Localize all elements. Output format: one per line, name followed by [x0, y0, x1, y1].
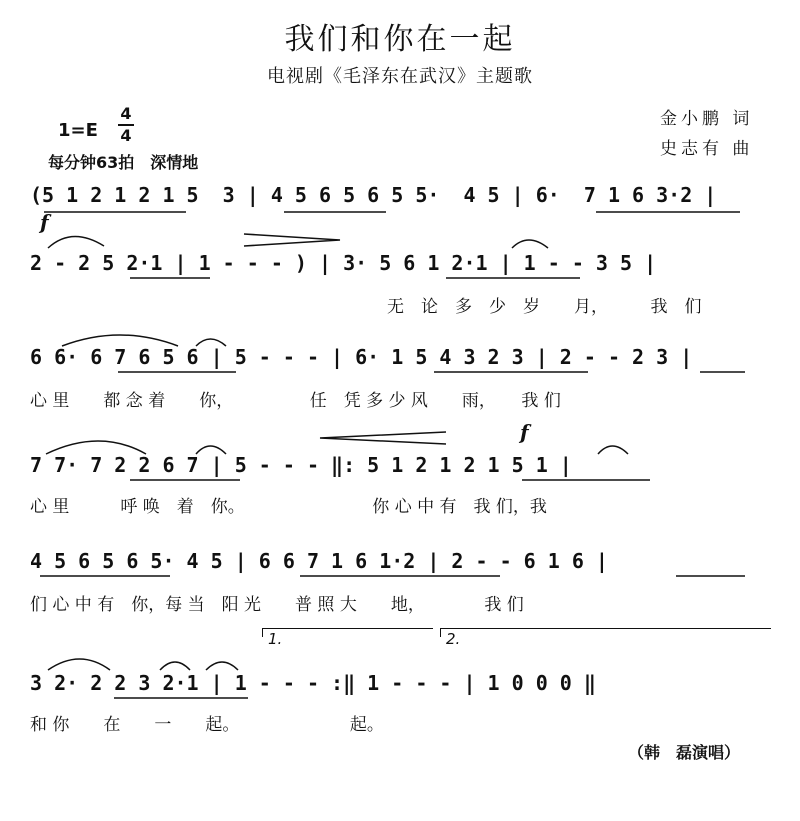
slur-mark — [46, 441, 146, 454]
notation-row-3: 6 6· 6 7 6 5 6 | 5 - - - | 6· 1 5 4 3 2 3 | 2 - - 2 3 | — [30, 345, 693, 369]
song-title: 我们和你在一起 — [284, 22, 516, 57]
dynamic-forte-2: f — [520, 420, 529, 444]
notation-row-2: 2 - 2 5 2·1 | 1 - - - ) | 3· 5 6 1 2·1 | 1 - - 3 5 | — [30, 251, 657, 275]
notation-row-6: 3 2· 2 2 3 2·1 | 1 - - - :‖ 1 - - - | 1 0 0 0 ‖ — [30, 671, 596, 695]
slur-mark — [206, 662, 238, 670]
notation-row-5: 4 5 6 5 6 5· 4 5 | 6 6 7 1 6 1·2 | 2 - - 6 1 6 | — [30, 549, 608, 573]
song-subtitle: 电视剧《毛泽东在武汉》主题歌 — [267, 66, 533, 87]
slur-mark — [160, 662, 190, 670]
performer-credit: （韩 磊演唱） — [628, 743, 741, 762]
lyricist-credit: 金小鹏 词 — [660, 109, 754, 129]
lyric-row-5: 们 心 中 有 你，每 当 阳 光 普 照 大 地， 我 们 — [30, 595, 524, 615]
notation-row-1: (5 1 2 1 2 1 5 3 | 4 5 6 5 6 5 5· 4 5 | 6· 7 1 6 3·2 | — [30, 183, 717, 207]
notation-row-4: 7 7· 7 2 2 6 7 | 5 - - - ‖: 5 1 2 1 2 1 5 1 | — [30, 453, 572, 477]
volta-ending-2: 2. — [446, 630, 461, 648]
lyric-row-4: 心 里 呼 唤 着 你。 你 心 中 有 我 们，我 — [30, 497, 547, 517]
composer-credit: 史志有 曲 — [660, 139, 754, 159]
lyric-row-2: 无 论 多 少 岁 月， 我 们 — [30, 297, 702, 317]
hairpin-crescendo — [320, 432, 446, 444]
tempo-marking: 每分钟63拍 深情地 — [48, 153, 199, 172]
hairpin-decrescendo — [244, 234, 340, 246]
lyric-row-3: 心 里 都 念 着 你， 任 凭 多 少 风 雨， 我 们 — [30, 391, 561, 411]
time-signature-top: 4 — [120, 104, 132, 123]
slur-mark — [62, 335, 178, 346]
time-signature-bottom: 4 — [120, 126, 132, 145]
slur-mark — [48, 236, 104, 248]
slur-mark — [48, 659, 110, 670]
slur-mark — [512, 240, 548, 248]
dynamic-forte-1: f — [40, 210, 49, 234]
volta-ending-1: 1. — [268, 630, 283, 648]
slur-mark — [598, 446, 628, 454]
slur-mark — [196, 339, 226, 346]
lyric-row-6: 和 你 在 一 起。 起。 — [30, 715, 384, 735]
slur-mark — [196, 446, 226, 454]
key-signature: 1=E — [58, 120, 98, 141]
